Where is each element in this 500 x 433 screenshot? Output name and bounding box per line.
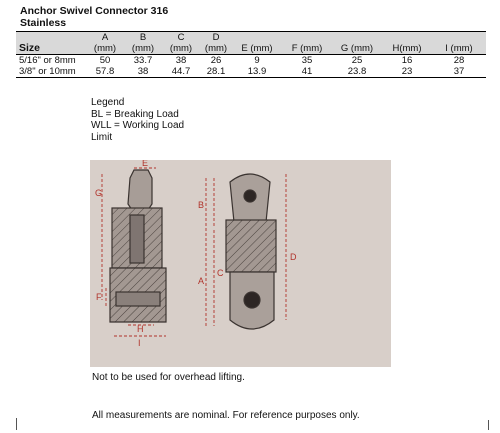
col-letter: A (101, 32, 109, 43)
legend-line: BL = Breaking Load (91, 108, 179, 120)
page-margin-mark-left (16, 418, 17, 430)
label-g: G (95, 188, 103, 198)
upper-pin-hole (244, 190, 256, 202)
warning-note: Not to be used for overhead lifting. (92, 372, 245, 383)
value-cell: 13.9 (247, 66, 267, 77)
page-margin-mark-right (488, 420, 489, 430)
label-c: C (217, 268, 224, 278)
lower-pin-hole (244, 292, 260, 308)
value-cell: 57.8 (95, 66, 115, 77)
table-row (16, 55, 486, 67)
col-header (162, 32, 200, 55)
col-header (332, 32, 382, 55)
legend (91, 97, 184, 143)
document-title (20, 5, 168, 29)
label-f: F (96, 292, 102, 302)
value-cell: 23.8 (347, 66, 367, 77)
value-cell: 25 (351, 55, 363, 66)
col-header (232, 32, 282, 55)
value-cell: 16 (401, 55, 413, 66)
col-unit: (mm) (204, 43, 228, 54)
col-letter: D (212, 32, 220, 43)
title-line-2: Stainless (20, 17, 67, 29)
front-body (226, 220, 276, 272)
value-cell: 33.7 (133, 55, 153, 66)
col-header (382, 32, 432, 55)
label-i: I (138, 338, 141, 348)
label-e: E (142, 160, 149, 168)
col-unit: (mm) (93, 43, 117, 54)
col-header (282, 32, 332, 55)
label-b: B (198, 200, 205, 210)
col-unit: G (mm) (340, 43, 374, 54)
col-unit: H(mm) (392, 43, 422, 54)
size-cell: 3/8" or 10mm (19, 66, 76, 77)
footer-disclaimer: All measurements are nominal. For reference purposes only. (92, 410, 360, 421)
col-header (86, 32, 124, 55)
col-header (200, 32, 232, 55)
col-letter: B (139, 32, 147, 43)
value-cell: 9 (254, 55, 260, 66)
table-header-row (16, 32, 486, 55)
legend-heading: Legend (91, 97, 125, 108)
value-cell: 35 (301, 55, 313, 66)
value-cell: 41 (301, 66, 313, 77)
col-unit: (mm) (169, 43, 193, 54)
value-cell: 37 (453, 66, 465, 77)
col-header (124, 32, 162, 55)
col-letter: C (177, 32, 185, 43)
col-unit: (mm) (131, 43, 155, 54)
col-unit: F (mm) (291, 43, 323, 54)
col-unit: I (mm) (445, 43, 473, 54)
table-row (16, 66, 486, 78)
value-cell: 38 (137, 66, 149, 77)
value-cell: 38 (175, 55, 187, 66)
value-cell: 26 (210, 55, 222, 66)
size-cell: 5/16" or 8mm (19, 55, 76, 66)
swivel-diagram (90, 160, 391, 367)
value-cell: 28.1 (206, 66, 226, 77)
value-cell: 44.7 (171, 66, 191, 77)
title-line-1: Anchor Swivel Connector 316 (20, 5, 169, 17)
front-view-outline (226, 174, 276, 329)
label-h: H (137, 324, 144, 334)
label-a: A (198, 276, 205, 286)
col-header (432, 32, 486, 55)
legend-line: WLL = Working Load (91, 120, 185, 131)
value-cell: 50 (99, 55, 111, 66)
label-d: D (290, 252, 297, 262)
value-cell: 23 (401, 66, 413, 77)
size-header: Size (19, 42, 41, 54)
legend-line: Limit (91, 131, 113, 143)
dimensions-table (16, 31, 486, 78)
col-unit: E (mm) (241, 43, 273, 54)
value-cell: 28 (453, 55, 465, 66)
lower-bolt (116, 292, 160, 306)
center-pin (130, 215, 144, 263)
